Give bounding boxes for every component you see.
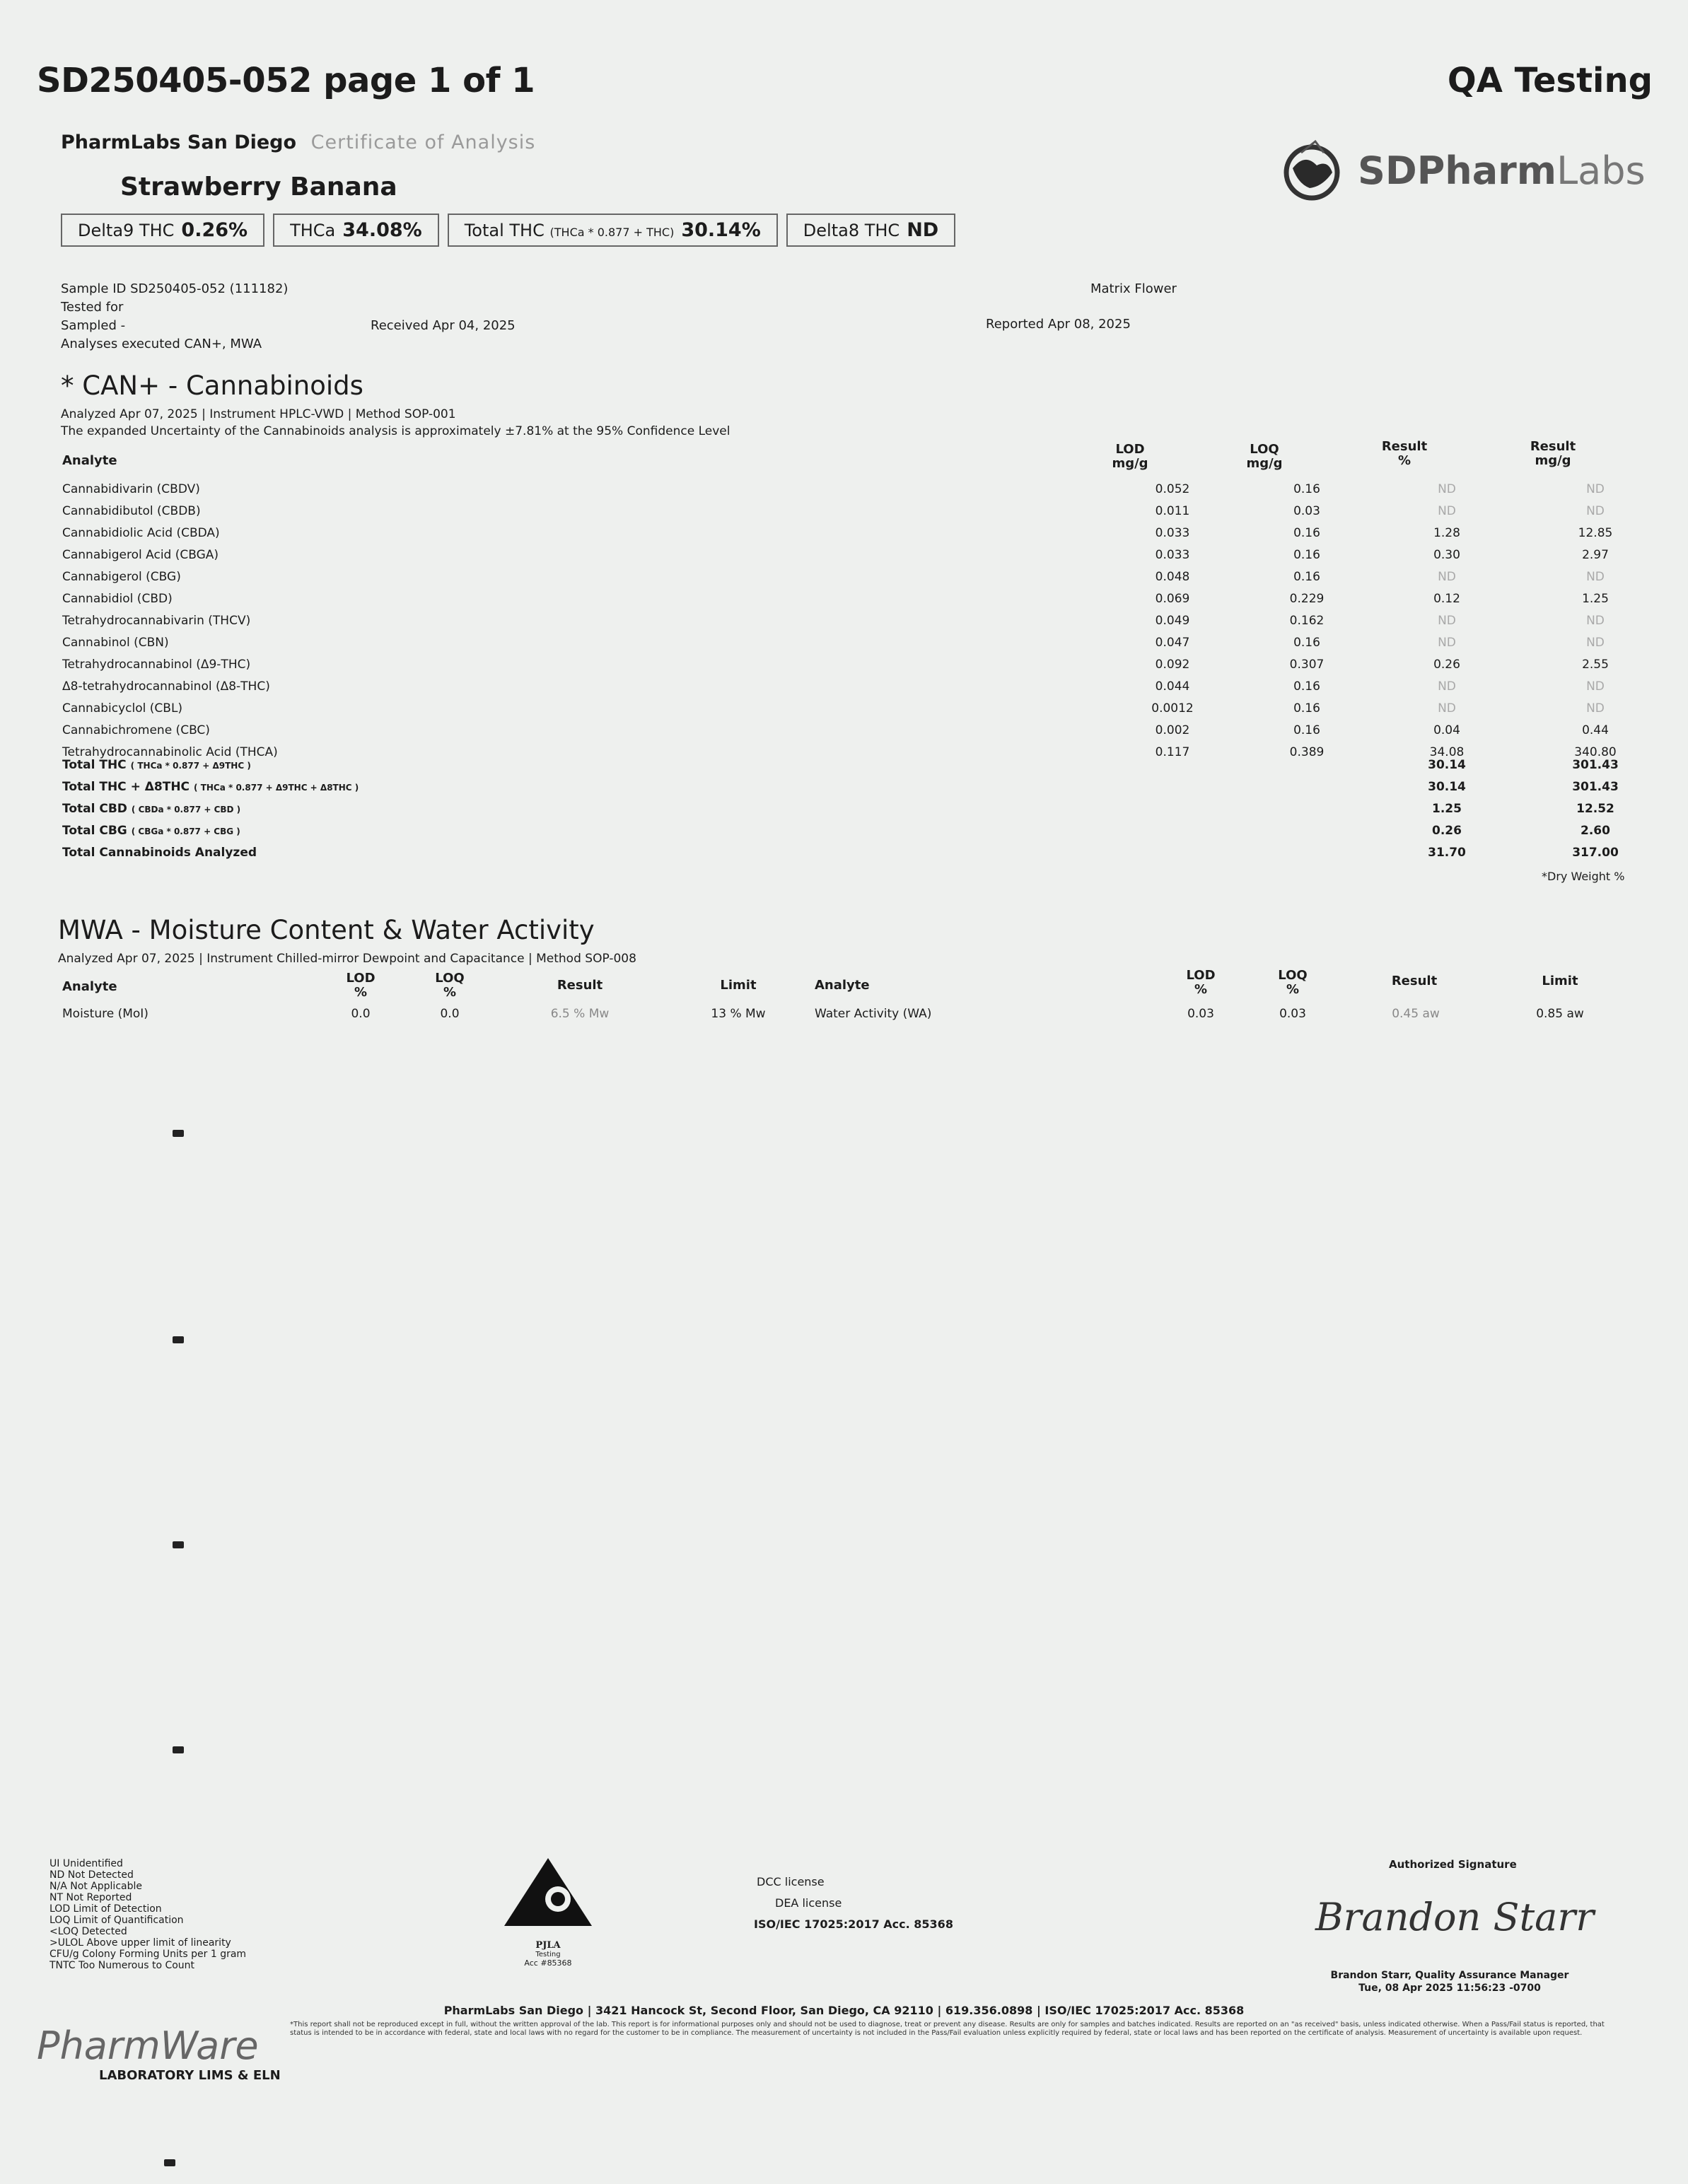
wa-limit: 0.85 aw — [1536, 1007, 1584, 1021]
signer-date: Tue, 08 Apr 2025 11:56:23 -0700 — [1358, 1982, 1541, 1994]
reported-date: Reported Apr 08, 2025 — [986, 317, 1131, 332]
pharmware-logo — [37, 2024, 281, 2083]
analyte-pct: ND — [1438, 570, 1456, 584]
product-name: Strawberry Banana — [120, 173, 397, 202]
analyte-pct: 34.08 — [1429, 745, 1465, 759]
analyte-lod: 0.048 — [1155, 570, 1190, 584]
total-mg: 12.52 — [1576, 802, 1614, 816]
total-row — [61, 755, 1645, 776]
analyte-name: Cannabinol (CBN) — [62, 636, 169, 650]
total-row — [61, 799, 1645, 820]
dea-license: DEA license — [775, 1896, 842, 1910]
analyte-lod: 0.033 — [1155, 526, 1190, 540]
cannabinoid-row — [61, 523, 1645, 544]
pill-delta9: Delta9 THC 0.26% — [61, 214, 264, 247]
analyte-name: Cannabidivarin (CBDV) — [62, 482, 200, 496]
cannabinoid-row — [61, 479, 1645, 501]
legend-item: UI Unidentified — [50, 1858, 123, 1869]
analyte-mg: 340.80 — [1574, 745, 1617, 759]
moisture-name: Moisture (MoI) — [62, 1007, 149, 1021]
matrix: Matrix Flower — [1090, 281, 1177, 296]
binder-mark — [173, 1336, 184, 1343]
total-mg: 2.60 — [1581, 824, 1610, 838]
total-mg: 317.00 — [1572, 846, 1619, 860]
summary-pills — [61, 214, 955, 247]
total-name: Total CBD ( CBDa * 0.877 + CBD ) — [62, 802, 241, 816]
pjla-logo-icon — [499, 1852, 598, 1937]
disclaimer: *This report shall not be reproduced except in full, without the written approval of the lab. This report is for informational purposes only and should not be used to diagnose, treat or prevent any disease. Results are only for samples and batches indicated. Results are reported on an "as received" basis, unless indicated otherwise. When a Pass/Fail status is reported, that status is intended to be in accordance with federal, state and local laws with no regard for the customer to be in compliance. The measurement of uncertainty is not included in the Pass/Fail evaluation unless explicitly required by federal, state or local laws and has been reported on the certificate of analysis. Measurement of uncertainty is available upon request. — [290, 2021, 1605, 2037]
analyte-lod: 0.092 — [1155, 658, 1190, 672]
pjla-acc: Acc #85368 — [524, 1958, 572, 1968]
lab-address: PharmLabs San Diego | 3421 Hancock St, Second Floor, San Diego, CA 92110 | 619.356.0898 | ISO/IEC 17025:2017 Acc. 85368 — [443, 2004, 1245, 2017]
mwa-col-result: Result — [557, 978, 603, 993]
analyte-name: Tetrahydrocannabinolic Acid (THCA) — [62, 745, 278, 759]
analyte-pct: 0.30 — [1433, 548, 1460, 562]
received-date: Received Apr 04, 2025 — [371, 318, 516, 333]
signature-label: Authorized Signature — [1389, 1858, 1517, 1871]
analyte-lod: 0.047 — [1155, 636, 1190, 650]
analyte-lod: 0.069 — [1155, 592, 1190, 606]
analyte-loq: 0.389 — [1289, 745, 1325, 759]
sample-id: Sample ID SD250405-052 (111182) — [61, 281, 289, 296]
total-name: Total Cannabinoids Analyzed — [62, 846, 257, 860]
total-row — [61, 843, 1645, 864]
analyte-name: Cannabidibutol (CBDB) — [62, 504, 201, 518]
pjla-label: PJLA — [535, 1940, 561, 1951]
analyte-name: Cannabichromene (CBC) — [62, 723, 210, 737]
moisture-limit: 13 % Mw — [711, 1007, 766, 1021]
analyte-mg: 2.55 — [1582, 658, 1609, 672]
sdpharmlabs-logo — [1273, 132, 1646, 216]
can-analyzed: Analyzed Apr 07, 2025 | Instrument HPLC-VWD | Method SOP-001 — [61, 407, 456, 421]
analyte-mg: ND — [1586, 636, 1605, 650]
logo-wordmark: SDPharmLabs — [1358, 148, 1646, 193]
cannabinoid-row — [61, 567, 1645, 588]
analyte-pct: 0.12 — [1433, 592, 1460, 606]
analyte-loq: 0.16 — [1293, 526, 1320, 540]
col-analyte: Analyte — [62, 453, 117, 468]
dry-weight-note: *Dry Weight % — [1542, 870, 1625, 883]
analyte-lod: 0.0012 — [1151, 701, 1194, 716]
iso-accreditation: ISO/IEC 17025:2017 Acc. 85368 — [754, 1917, 953, 1931]
analyte-loq: 0.16 — [1293, 548, 1320, 562]
signature: Brandon Starr — [1315, 1895, 1595, 1939]
analyte-loq: 0.16 — [1293, 482, 1320, 496]
analyte-loq: 0.229 — [1289, 592, 1325, 606]
analyte-mg: ND — [1586, 504, 1605, 518]
analyte-name: Cannabidiolic Acid (CBDA) — [62, 526, 220, 540]
doc-type: Certificate of Analysis — [310, 132, 536, 153]
pjla-badge — [495, 1852, 601, 1968]
col-loq: LOQ mg/g — [1246, 442, 1283, 471]
cannabinoid-row — [61, 545, 1645, 566]
mwa-col-analyte: Analyte — [62, 979, 117, 994]
pill-delta8: Delta8 THC ND — [786, 214, 955, 247]
analyte-mg: ND — [1586, 482, 1605, 496]
analyte-pct: 0.04 — [1433, 723, 1460, 737]
pharmware-wordmark: PharmWare — [37, 2024, 259, 2068]
total-pct: 1.25 — [1432, 802, 1462, 816]
mwa-analyzed: Analyzed Apr 07, 2025 | Instrument Chilled-mirror Dewpoint and Capacitance | Method SOP-008 — [58, 952, 636, 966]
total-pct: 0.26 — [1432, 824, 1462, 838]
binder-mark — [173, 1746, 184, 1753]
lab-name: PharmLabs San Diego — [61, 132, 297, 153]
analyte-loq: 0.162 — [1289, 614, 1325, 628]
report-id: SD250405-052 page 1 of 1 — [37, 61, 535, 100]
mwa-col-result-2: Result — [1391, 974, 1438, 988]
analyte-pct: ND — [1438, 504, 1456, 518]
analyte-mg: 12.85 — [1578, 526, 1613, 540]
total-row — [61, 821, 1645, 842]
pill-thca: THCa 34.08% — [273, 214, 439, 247]
sampled: Sampled - — [61, 318, 126, 333]
pjla-sub: Testing — [535, 1951, 561, 1958]
analyte-pct: ND — [1438, 701, 1456, 716]
legend-item: N/A Not Applicable — [50, 1881, 142, 1892]
analyte-loq: 0.307 — [1289, 658, 1325, 672]
analyte-name: Tetrahydrocannabinol (Δ9-THC) — [62, 658, 251, 672]
mwa-col-limit: Limit — [720, 978, 757, 993]
analyte-pct: ND — [1438, 679, 1456, 694]
moisture-lod: 0.0 — [351, 1007, 371, 1021]
total-name: Total THC ( THCa * 0.877 + Δ9THC ) — [62, 758, 251, 772]
moisture-result: 6.5 % Mw — [550, 1007, 610, 1021]
cannabinoid-row — [61, 611, 1645, 632]
qa-testing-label: QA Testing — [1447, 61, 1653, 100]
analyte-mg: ND — [1586, 679, 1605, 694]
analyte-lod: 0.033 — [1155, 548, 1190, 562]
col-lod: LOD mg/g — [1112, 442, 1148, 471]
state-seal-icon — [1273, 132, 1351, 209]
analyses-executed: Analyses executed CAN+, MWA — [61, 337, 262, 351]
legend-item: TNTC Too Numerous to Count — [50, 1960, 195, 1971]
binder-mark — [173, 1541, 184, 1548]
total-pct: 30.14 — [1428, 758, 1466, 772]
mwa-col-loq-2: LOQ % — [1278, 968, 1308, 997]
analyte-mg: 0.44 — [1582, 723, 1609, 737]
total-row — [61, 777, 1645, 798]
mwa-row — [61, 1004, 1645, 1025]
analyte-loq: 0.16 — [1293, 636, 1320, 650]
cannabinoid-row — [61, 501, 1645, 522]
analyte-name: Tetrahydrocannabivarin (THCV) — [62, 614, 251, 628]
legend — [50, 1858, 246, 1971]
total-pct: 31.70 — [1428, 846, 1466, 860]
mwa-section-title: MWA - Moisture Content & Water Activity — [58, 915, 595, 945]
analyte-mg: ND — [1586, 701, 1605, 716]
signer-title: Brandon Starr, Quality Assurance Manager — [1330, 1970, 1569, 1981]
analyte-name: Cannabigerol (CBG) — [62, 570, 181, 584]
tested-for: Tested for — [61, 300, 124, 315]
analyte-lod: 0.044 — [1155, 679, 1190, 694]
analyte-loq: 0.03 — [1293, 504, 1320, 518]
total-pct: 30.14 — [1428, 780, 1466, 794]
analyte-loq: 0.16 — [1293, 679, 1320, 694]
dcc-license: DCC license — [757, 1875, 825, 1888]
analyte-pct: 1.28 — [1433, 526, 1460, 540]
wa-loq: 0.03 — [1279, 1007, 1306, 1021]
can-section-title: * CAN+ - Cannabinoids — [61, 370, 363, 401]
col-result-mg: Result mg/g — [1530, 439, 1576, 468]
legend-item: NT Not Reported — [50, 1892, 132, 1903]
analyte-loq: 0.16 — [1293, 570, 1320, 584]
analyte-mg: ND — [1586, 570, 1605, 584]
analyte-name: Δ8-tetrahydrocannabinol (Δ8-THC) — [62, 679, 270, 694]
total-name: Total THC + Δ8THC ( THCa * 0.877 + Δ9THC + Δ8THC ) — [62, 780, 359, 794]
binder-mark — [173, 1130, 184, 1137]
pharmware-sub: LABORATORY LIMS & ELN — [99, 2068, 281, 2083]
lab-line — [61, 132, 535, 153]
total-mg: 301.43 — [1572, 758, 1619, 772]
cannabinoid-row — [61, 655, 1645, 676]
wa-name: Water Activity (WA) — [815, 1007, 932, 1021]
analyte-lod: 0.011 — [1155, 504, 1190, 518]
analyte-mg: 1.25 — [1582, 592, 1609, 606]
mwa-col-limit-2: Limit — [1542, 974, 1578, 988]
analyte-loq: 0.16 — [1293, 701, 1320, 716]
analyte-pct: ND — [1438, 482, 1456, 496]
pill-total-thc: Total THC (THCa * 0.877 + THC) 30.14% — [448, 214, 778, 247]
legend-item: CFU/g Colony Forming Units per 1 gram — [50, 1949, 247, 1960]
mwa-col-loq: LOQ % — [435, 971, 465, 1000]
mwa-col-lod-2: LOD % — [1186, 968, 1216, 997]
analyte-name: Cannabicyclol (CBL) — [62, 701, 183, 716]
analyte-lod: 0.052 — [1155, 482, 1190, 496]
col-result-pct: Result % — [1381, 439, 1428, 468]
legend-item: <LOQ Detected — [50, 1926, 127, 1937]
binder-mark — [164, 2159, 175, 2166]
analyte-pct: ND — [1438, 636, 1456, 650]
legend-item: ND Not Detected — [50, 1869, 134, 1881]
mwa-col-lod: LOD % — [346, 971, 376, 1000]
total-mg: 301.43 — [1572, 780, 1619, 794]
mwa-col-analyte-2: Analyte — [815, 978, 870, 993]
cannabinoid-row — [61, 633, 1645, 654]
legend-item: LOQ Limit of Quantification — [50, 1915, 184, 1926]
analyte-mg: 2.97 — [1582, 548, 1609, 562]
moisture-loq: 0.0 — [440, 1007, 460, 1021]
legend-item: >ULOL Above upper limit of linearity — [50, 1937, 231, 1949]
analyte-loq: 0.16 — [1293, 723, 1320, 737]
cannabinoid-row — [61, 699, 1645, 720]
legend-item: LOD Limit of Detection — [50, 1903, 162, 1915]
analyte-name: Cannabigerol Acid (CBGA) — [62, 548, 219, 562]
analyte-pct: 0.26 — [1433, 658, 1460, 672]
analyte-lod: 0.002 — [1155, 723, 1190, 737]
analyte-lod: 0.049 — [1155, 614, 1190, 628]
cannabinoid-row — [61, 720, 1645, 742]
analyte-pct: ND — [1438, 614, 1456, 628]
wa-result: 0.45 aw — [1392, 1007, 1440, 1021]
cannabinoid-row — [61, 677, 1645, 698]
wa-lod: 0.03 — [1187, 1007, 1214, 1021]
analyte-lod: 0.117 — [1155, 745, 1190, 759]
cannabinoid-row — [61, 589, 1645, 610]
total-name: Total CBG ( CBGa * 0.877 + CBG ) — [62, 824, 240, 838]
analyte-mg: ND — [1586, 614, 1605, 628]
analyte-name: Cannabidiol (CBD) — [62, 592, 173, 606]
can-uncertainty: The expanded Uncertainty of the Cannabinoids analysis is approximately ±7.81% at the 95% Confidence Level — [61, 424, 731, 438]
